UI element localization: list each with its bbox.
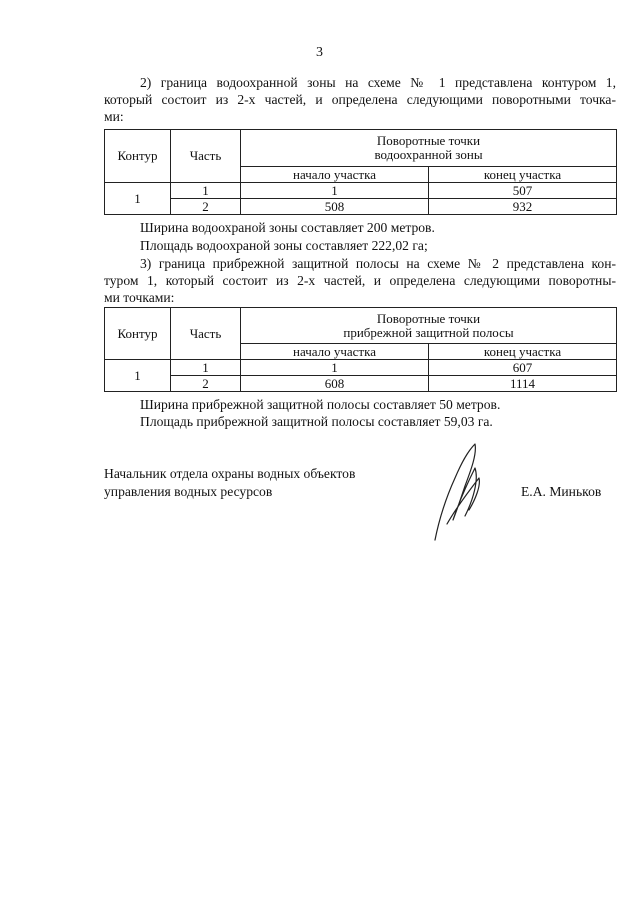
header-start: начало участка bbox=[241, 344, 429, 360]
header-points-line1: Поворотные точки bbox=[376, 133, 481, 148]
header-points-line1: Поворотные точки bbox=[376, 310, 481, 326]
paragraph-line: ми: bbox=[104, 109, 124, 124]
page-number: 3 bbox=[316, 45, 323, 60]
position-line: управления водных ресурсов bbox=[104, 484, 273, 499]
table-row bbox=[105, 376, 617, 392]
header-part: Часть bbox=[171, 308, 241, 360]
paragraph-line: 2) граница водоохранной зоны на схеме № 1 представлена контуром 1, bbox=[140, 75, 616, 90]
paragraph-line: туром 1, который состоит из 2-х частей, и определена следующими поворотны- bbox=[104, 273, 616, 288]
cell-end: 1114 bbox=[429, 376, 617, 392]
header-turning-points bbox=[241, 308, 617, 344]
paragraph-line: который состоит из 2-х частей, и определена следующими поворотными точка- bbox=[104, 92, 616, 107]
cell-contour: 1 bbox=[105, 360, 171, 392]
cell-start: 1 bbox=[241, 360, 429, 376]
table-row bbox=[105, 183, 617, 199]
strip-area-text: Площадь прибрежной защитной полосы составляет 59,03 га. bbox=[140, 414, 493, 429]
signer-name: Е.А. Миньков bbox=[521, 484, 602, 499]
zone-area-text: Площадь водоохраной зоны составляет 222,02 га; bbox=[140, 238, 428, 253]
cell-start: 1 bbox=[241, 183, 429, 199]
header-contour: Контур bbox=[105, 130, 171, 183]
section-3-paragraph bbox=[104, 255, 616, 306]
header-contour: Контур bbox=[105, 308, 171, 360]
cell-part: 1 bbox=[171, 183, 241, 199]
strip-width-text: Ширина прибрежной защитной полосы составляет 50 метров. bbox=[140, 397, 501, 412]
cell-end: 607 bbox=[429, 360, 617, 376]
header-end: конец участка bbox=[429, 344, 617, 360]
cell-end: 932 bbox=[429, 199, 617, 215]
table-row bbox=[105, 199, 617, 215]
section-2-paragraph bbox=[104, 74, 616, 125]
water-protection-zone-table bbox=[104, 129, 617, 215]
cell-part: 2 bbox=[171, 376, 241, 392]
cell-start: 508 bbox=[241, 199, 429, 215]
coastal-protection-strip-table bbox=[104, 307, 617, 392]
paragraph-line: 3) граница прибрежной защитной полосы на схеме № 2 представлена кон- bbox=[140, 256, 616, 271]
header-points-line2: водоохранной зоны bbox=[374, 147, 483, 162]
cell-end: 507 bbox=[429, 183, 617, 199]
header-start: начало участка bbox=[241, 167, 429, 183]
header-part: Часть bbox=[171, 130, 241, 183]
header-turning-points bbox=[241, 130, 617, 167]
zone-width-text: Ширина водоохраной зоны составляет 200 метров. bbox=[140, 220, 435, 235]
handwritten-signature bbox=[425, 440, 505, 550]
table-row bbox=[105, 360, 617, 376]
cell-start: 608 bbox=[241, 376, 429, 392]
header-points-line2: прибрежной защитной полосы bbox=[343, 324, 514, 340]
cell-part: 1 bbox=[171, 360, 241, 376]
position-line: Начальник отдела охраны водных объектов bbox=[104, 466, 356, 481]
cell-contour: 1 bbox=[105, 183, 171, 215]
cell-part: 2 bbox=[171, 199, 241, 215]
paragraph-line: ми точками: bbox=[104, 290, 175, 305]
header-end: конец участка bbox=[429, 167, 617, 183]
signer-position bbox=[104, 465, 355, 501]
